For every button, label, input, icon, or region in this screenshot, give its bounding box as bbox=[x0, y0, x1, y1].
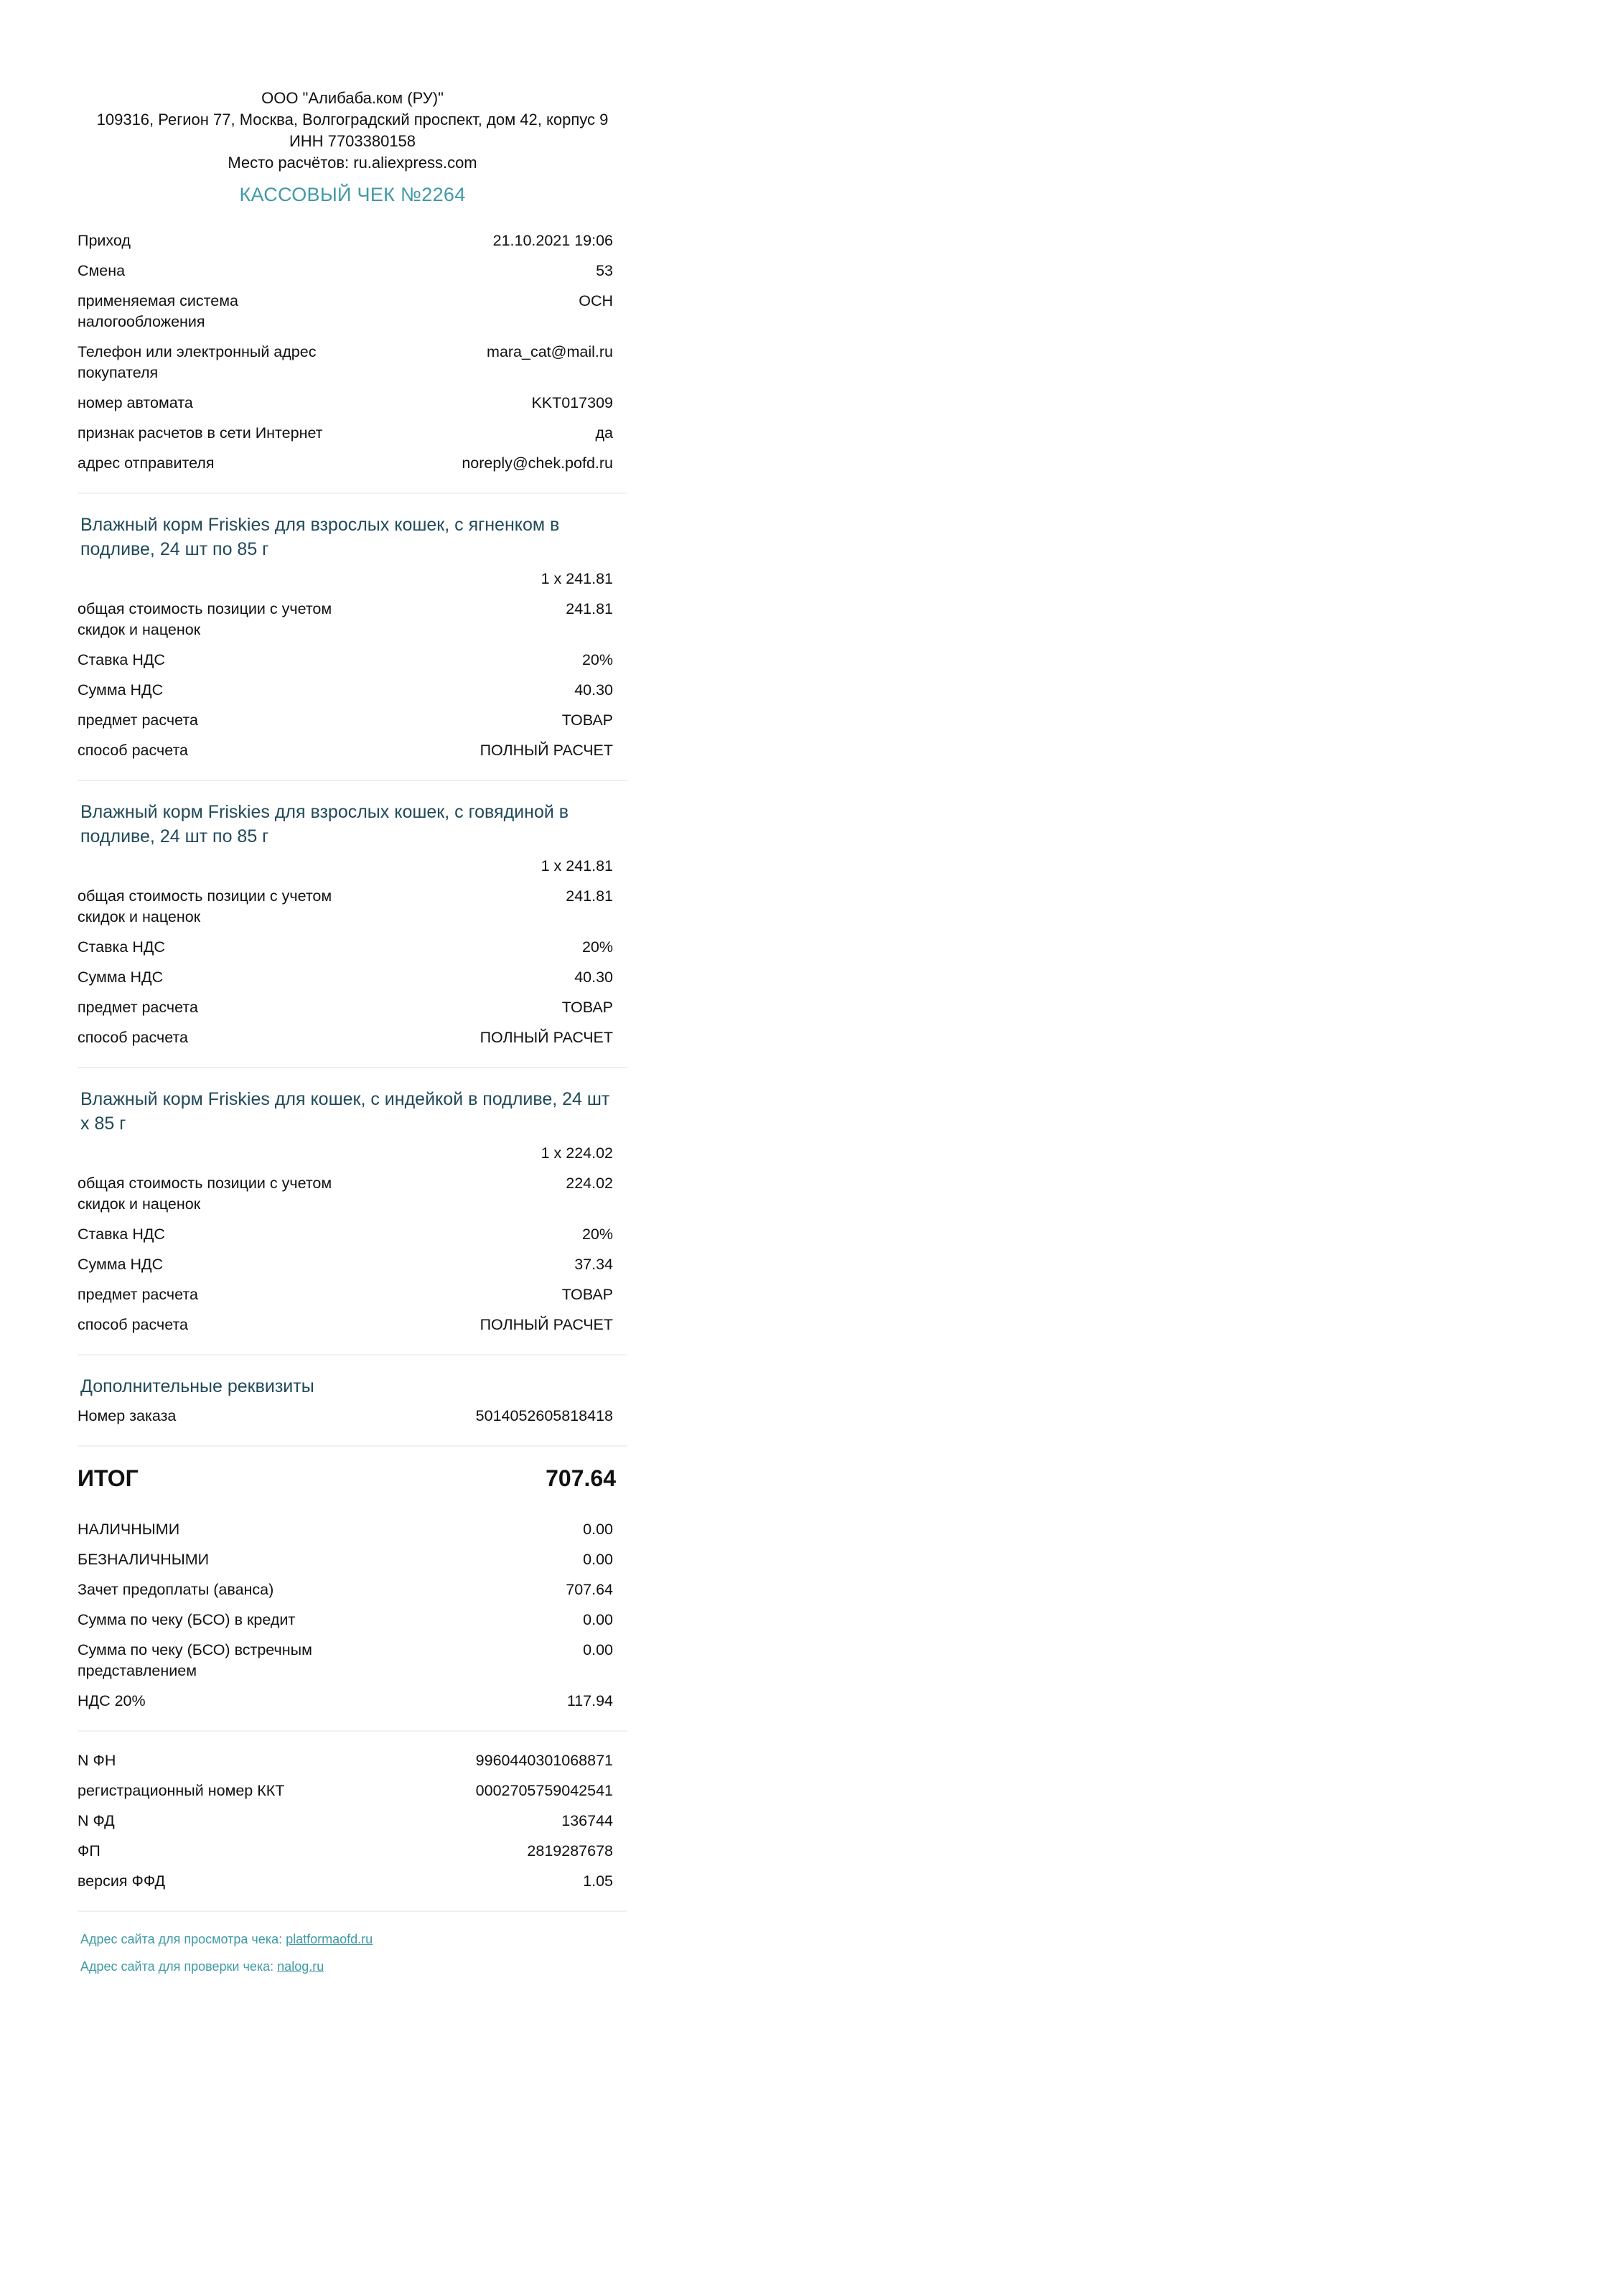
payment-label: НДС 20% bbox=[78, 1692, 146, 1709]
item-row-value: ТОВАР bbox=[561, 999, 613, 1016]
item-row-value: 37.34 bbox=[574, 1256, 613, 1273]
check-site-label: Адрес сайта для проверки чека: bbox=[80, 1959, 278, 1974]
divider bbox=[78, 493, 627, 494]
item-name: Влажный корм Friskies для кошек, с индейкой в подливе, 24 шт х 85 г bbox=[80, 1089, 610, 1134]
payment-row bbox=[78, 1519, 627, 1540]
fiscal-value: 1.05 bbox=[583, 1872, 613, 1890]
info-value: 21.10.2021 19:06 bbox=[492, 232, 613, 249]
fiscal-value: 9960440301068871 bbox=[475, 1752, 613, 1769]
item-row-value: 20% bbox=[581, 1226, 613, 1243]
order-number-value: 5014052605818418 bbox=[475, 1407, 613, 1424]
payment-value: 0.00 bbox=[583, 1551, 613, 1568]
item-row-value: ПОЛНЫЙ РАСЧЕТ bbox=[480, 742, 613, 759]
view-site-link[interactable]: platformaofd.ru bbox=[286, 1932, 373, 1946]
payment-row bbox=[78, 1691, 627, 1712]
receipt bbox=[78, 88, 627, 1985]
item-row-label: Ставка НДС bbox=[78, 938, 165, 956]
item-quantity: 1 x 241.81 bbox=[541, 857, 613, 874]
item-row bbox=[78, 997, 627, 1018]
item-row-label: Ставка НДС bbox=[78, 651, 165, 668]
item-row-value: 40.30 bbox=[574, 681, 613, 699]
item-row bbox=[78, 1315, 627, 1335]
divider bbox=[78, 780, 627, 781]
receipt-item bbox=[78, 800, 627, 1048]
item-quantity: 1 x 241.81 bbox=[541, 570, 613, 587]
item-row-value: 241.81 bbox=[566, 600, 613, 617]
info-label: Смена bbox=[78, 262, 126, 279]
total-row bbox=[78, 1465, 627, 1492]
info-label: адрес отправителя bbox=[78, 454, 215, 472]
item-row bbox=[78, 599, 627, 640]
item-row-label: предмет расчета bbox=[78, 999, 198, 1016]
payment-value: 707.64 bbox=[566, 1581, 613, 1598]
settlement-place: Место расчётов: ru.aliexpress.com bbox=[228, 154, 477, 172]
item-row-label: Сумма НДС bbox=[78, 969, 164, 986]
item-row bbox=[78, 967, 627, 988]
info-value: да bbox=[595, 424, 613, 442]
item-row-value: ТОВАР bbox=[561, 1286, 613, 1303]
fiscal-label: ФП bbox=[78, 1842, 100, 1859]
payment-value: 0.00 bbox=[583, 1611, 613, 1628]
info-row bbox=[78, 423, 627, 444]
divider bbox=[78, 1730, 627, 1732]
info-row bbox=[78, 342, 627, 383]
company-inn: ИНН 7703380158 bbox=[289, 132, 416, 150]
info-value: 53 bbox=[596, 262, 613, 279]
item-name: Влажный корм Friskies для взрослых кошек, с говядиной в подливе, 24 шт по 85 г bbox=[80, 802, 569, 846]
fiscal-value: 2819287678 bbox=[527, 1842, 613, 1859]
item-row bbox=[78, 680, 627, 701]
payment-label: Сумма по чеку (БСО) в кредит bbox=[78, 1611, 296, 1628]
view-site-line bbox=[80, 1931, 627, 1948]
item-row-value: 20% bbox=[581, 651, 613, 668]
item-row-label: общая стоимость позиции с учетом скидок и наценок bbox=[78, 887, 332, 925]
info-value: noreply@chek.pofd.ru bbox=[462, 454, 613, 472]
item-row bbox=[78, 1254, 627, 1275]
total-label: ИТОГ bbox=[78, 1465, 139, 1491]
item-row-value: 241.81 bbox=[566, 887, 613, 905]
item-row bbox=[78, 710, 627, 731]
fiscal-label: регистрационный номер ККТ bbox=[78, 1782, 285, 1799]
extra-requisites bbox=[78, 1374, 627, 1427]
item-row-label: Сумма НДС bbox=[78, 681, 164, 699]
item-row-value: 20% bbox=[581, 938, 613, 956]
receipt-item bbox=[78, 1087, 627, 1335]
receipt-info bbox=[78, 230, 627, 474]
payment-label: Сумма по чеку (БСО) встречным представлением bbox=[78, 1641, 312, 1679]
info-row bbox=[78, 261, 627, 281]
divider bbox=[78, 1445, 627, 1447]
item-row-label: предмет расчета bbox=[78, 1286, 198, 1303]
item-row bbox=[78, 1224, 627, 1245]
item-row-value: ПОЛНЫЙ РАСЧЕТ bbox=[480, 1029, 613, 1046]
check-site-link[interactable]: nalog.ru bbox=[277, 1959, 324, 1974]
receipt-item bbox=[78, 513, 627, 761]
extra-title: Дополнительные реквизиты bbox=[80, 1376, 314, 1396]
item-row-value: ТОВАР bbox=[561, 711, 613, 729]
payments bbox=[78, 1519, 627, 1712]
view-site-label: Адрес сайта для просмотра чека: bbox=[80, 1932, 286, 1946]
divider bbox=[78, 1067, 627, 1068]
item-row-value: 40.30 bbox=[574, 969, 613, 986]
fiscal-label: N ФД bbox=[78, 1812, 115, 1829]
item-row-value: 224.02 bbox=[566, 1175, 613, 1192]
item-row-label: Сумма НДС bbox=[78, 1256, 164, 1273]
item-row-label: способ расчета bbox=[78, 1029, 189, 1046]
payment-value: 0.00 bbox=[583, 1641, 613, 1658]
company-address: 109316, Регион 77, Москва, Волгоградский проспект, дом 42, корпус 9 bbox=[96, 111, 609, 129]
item-row-label: способ расчета bbox=[78, 742, 189, 759]
fiscal-value: 136744 bbox=[561, 1812, 613, 1829]
receipt-footer bbox=[78, 1931, 627, 1975]
info-value: ОСН bbox=[579, 292, 613, 309]
item-row bbox=[78, 740, 627, 761]
item-row bbox=[78, 1284, 627, 1305]
info-label: номер автомата bbox=[78, 394, 193, 411]
order-number-row bbox=[78, 1406, 627, 1427]
fiscal-row bbox=[78, 1871, 627, 1892]
item-row bbox=[78, 650, 627, 671]
info-row bbox=[78, 453, 627, 474]
payment-row bbox=[78, 1610, 627, 1630]
info-value: mara_cat@mail.ru bbox=[487, 343, 613, 360]
info-label: Телефон или электронный адрес покупателя bbox=[78, 343, 317, 381]
info-label: признак расчетов в сети Интернет bbox=[78, 424, 323, 442]
info-value: KKT017309 bbox=[531, 394, 613, 411]
item-row bbox=[78, 1027, 627, 1048]
fiscal-row bbox=[78, 1750, 627, 1771]
fiscal-row bbox=[78, 1781, 627, 1801]
item-row bbox=[78, 1173, 627, 1215]
item-row bbox=[78, 937, 627, 958]
check-site-line bbox=[80, 1958, 627, 1975]
total-value: 707.64 bbox=[546, 1465, 616, 1491]
item-name: Влажный корм Friskies для взрослых кошек, с ягненком в подливе, 24 шт по 85 г bbox=[80, 515, 560, 559]
payment-row bbox=[78, 1549, 627, 1570]
info-label: Приход bbox=[78, 232, 131, 249]
item-row-label: способ расчета bbox=[78, 1316, 189, 1333]
info-row bbox=[78, 393, 627, 414]
payment-label: НАЛИЧНЫМИ bbox=[78, 1521, 180, 1538]
payment-label: Зачет предоплаты (аванса) bbox=[78, 1581, 274, 1598]
item-row bbox=[78, 886, 627, 928]
fiscal-value: 0002705759042541 bbox=[475, 1782, 613, 1799]
info-row bbox=[78, 291, 627, 332]
payment-value: 117.94 bbox=[566, 1692, 613, 1709]
item-row-value: ПОЛНЫЙ РАСЧЕТ bbox=[480, 1316, 613, 1333]
info-label: применяемая система налогообложения bbox=[78, 292, 238, 330]
fiscal-label: версия ФФД bbox=[78, 1872, 166, 1890]
payment-value: 0.00 bbox=[583, 1521, 613, 1538]
item-row-label: предмет расчета bbox=[78, 711, 198, 729]
divider bbox=[78, 1910, 627, 1912]
divider bbox=[78, 1354, 627, 1355]
payment-row bbox=[78, 1640, 627, 1681]
item-quantity: 1 x 224.02 bbox=[541, 1144, 613, 1162]
fiscal-row bbox=[78, 1841, 627, 1862]
fiscal-row bbox=[78, 1811, 627, 1831]
receipt-title: КАССОВЫЙ ЧЕК №2264 bbox=[239, 184, 466, 205]
info-row bbox=[78, 230, 627, 251]
payment-row bbox=[78, 1579, 627, 1600]
item-row-label: общая стоимость позиции с учетом скидок и наценок bbox=[78, 1175, 332, 1213]
fiscal-data bbox=[78, 1750, 627, 1892]
company-name: ООО "Алибаба.ком (РУ)" bbox=[261, 89, 444, 107]
payment-label: БЕЗНАЛИЧНЫМИ bbox=[78, 1551, 210, 1568]
receipt-header bbox=[78, 88, 627, 174]
item-row-label: общая стоимость позиции с учетом скидок и наценок bbox=[78, 600, 332, 638]
item-row-label: Ставка НДС bbox=[78, 1226, 165, 1243]
fiscal-label: N ФН bbox=[78, 1752, 116, 1769]
order-number-label: Номер заказа bbox=[78, 1407, 177, 1424]
